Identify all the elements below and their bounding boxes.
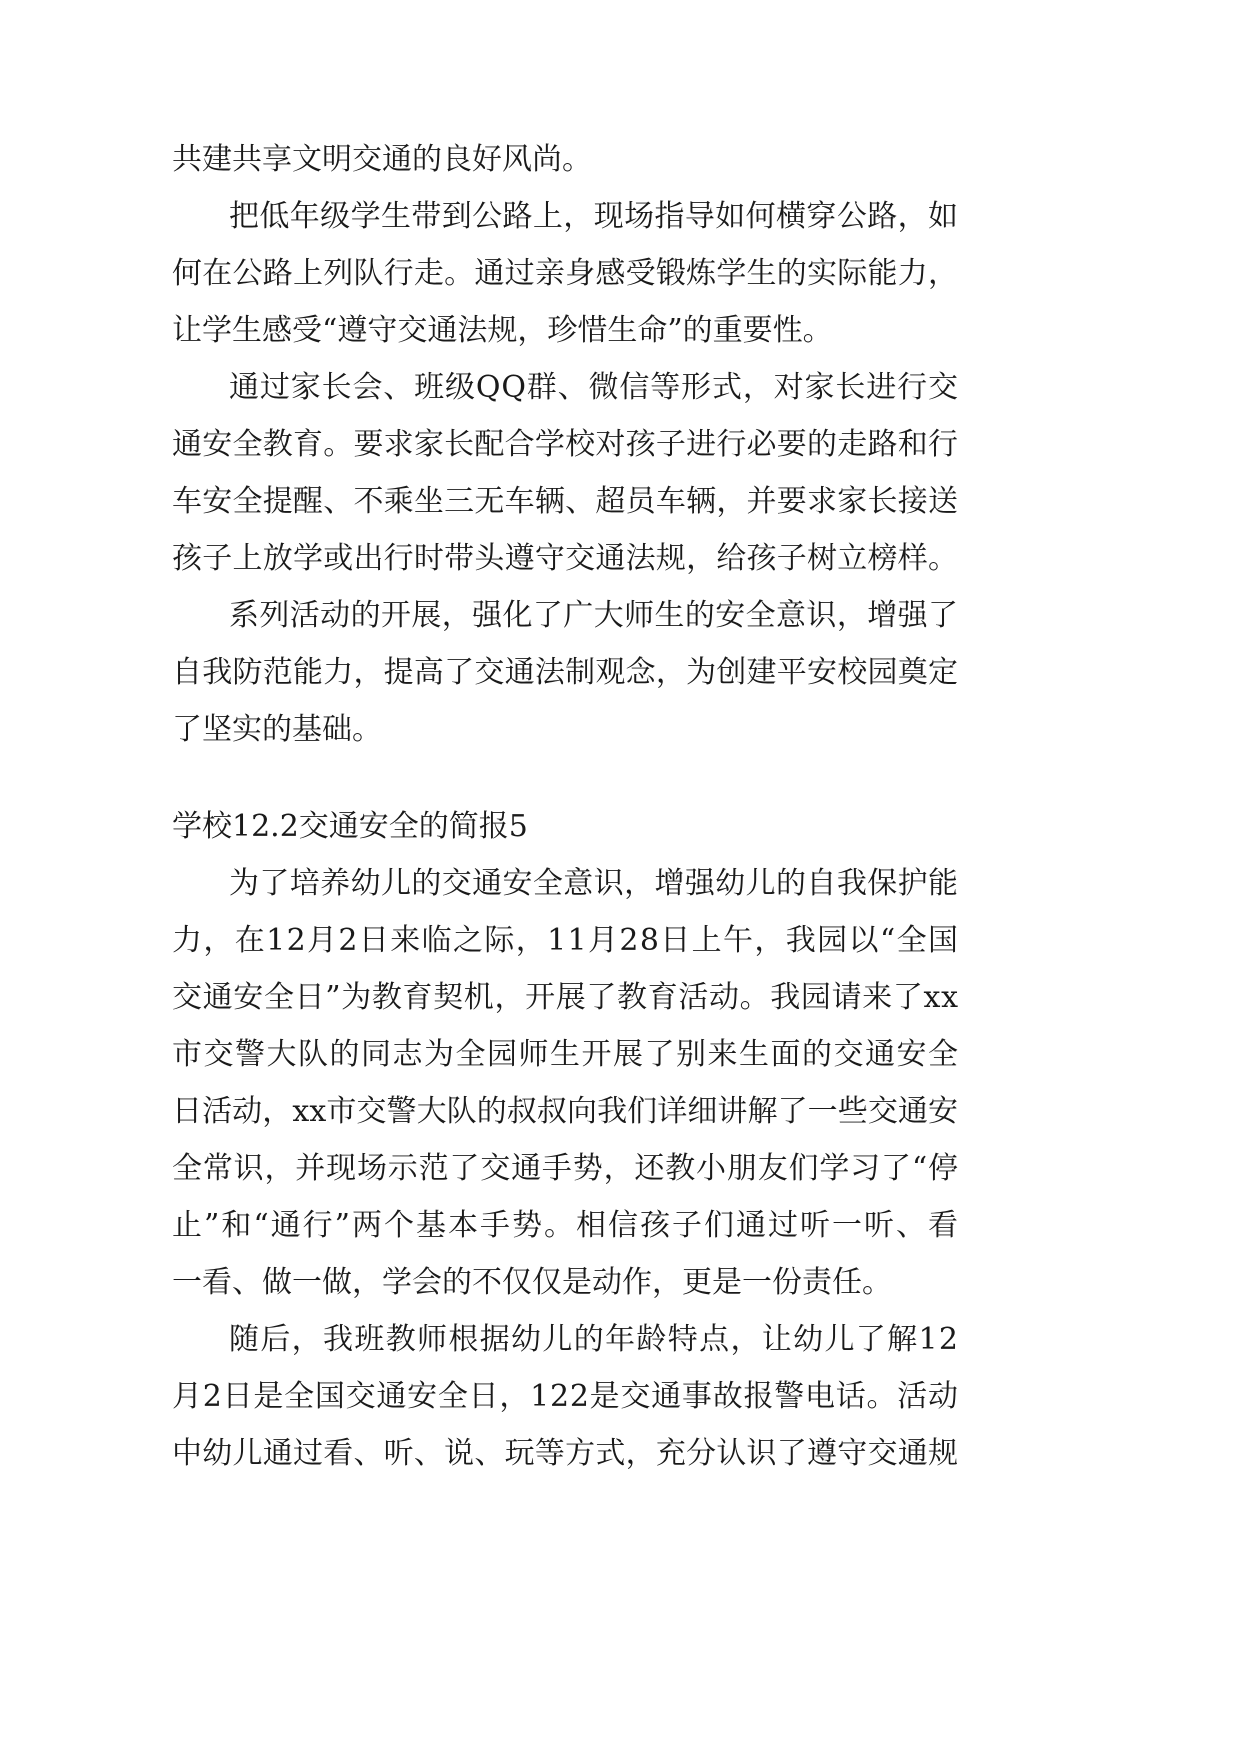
- text-line: 为了培养幼儿的交通安全意识，增强幼儿的自我保护能: [229, 866, 959, 901]
- text-line: 随后，我班教师根据幼儿的年龄特点，让幼儿了解12: [229, 1322, 960, 1357]
- text-line: 市交警大队的同志为全园师生开展了别来生面的交通安全: [172, 1037, 960, 1072]
- text-line: 交通安全日”为教育契机，开展了教育活动。我园请来了xx: [172, 980, 959, 1015]
- text-line: 通安全教育。要求家长配合学校对孩子进行必要的走路和行: [172, 427, 959, 462]
- text-line: 止”和“通行”两个基本手势。相信孩子们通过听一听、看: [172, 1208, 960, 1243]
- text-line: 把低年级学生带到公路上，现场指导如何横穿公路，如: [229, 199, 959, 234]
- text-line: 中幼儿通过看、听、说、玩等方式，充分认识了遵守交通规: [172, 1436, 959, 1471]
- text-line: 自我防范能力，提高了交通法制观念，为创建平安校园奠定: [172, 655, 959, 690]
- text-line: 通过家长会、班级QQ群、微信等形式，对家长进行交: [229, 370, 959, 405]
- text-line: 车安全提醒、不乘坐三无车辆、超员车辆，并要求家长接送: [172, 484, 959, 519]
- text-line: 何在公路上列队行走。通过亲身感受锻炼学生的实际能力，: [172, 256, 959, 291]
- text-line: 月2日是全国交通安全日，122是交通事故报警电话。活动: [172, 1379, 959, 1414]
- text-line: 全常识，并现场示范了交通手势，还教小朋友们学习了“停: [172, 1151, 959, 1186]
- text-line: 系列活动的开展，强化了广大师生的安全意识，增强了: [229, 598, 959, 633]
- text-line: 让学生感受“遵守交通法规，珍惜生命”的重要性。: [172, 313, 833, 348]
- text-line: 了坚实的基础。: [172, 712, 382, 747]
- text-line: 孩子上放学或出行时带头遵守交通法规，给孩子树立榜样。: [172, 541, 959, 576]
- text-line: 日活动，xx市交警大队的叔叔向我们详细讲解了一些交通安: [172, 1094, 959, 1129]
- text-line: 一看、做一做，学会的不仅仅是动作，更是一份责任。: [172, 1265, 892, 1300]
- text-line: 共建共享文明交通的良好风尚。: [172, 142, 592, 177]
- text-line: 力，在12月2日来临之际，11月28日上午，我园以“全国: [172, 923, 960, 958]
- section-heading: 学校12.2交通安全的简报5: [172, 809, 528, 844]
